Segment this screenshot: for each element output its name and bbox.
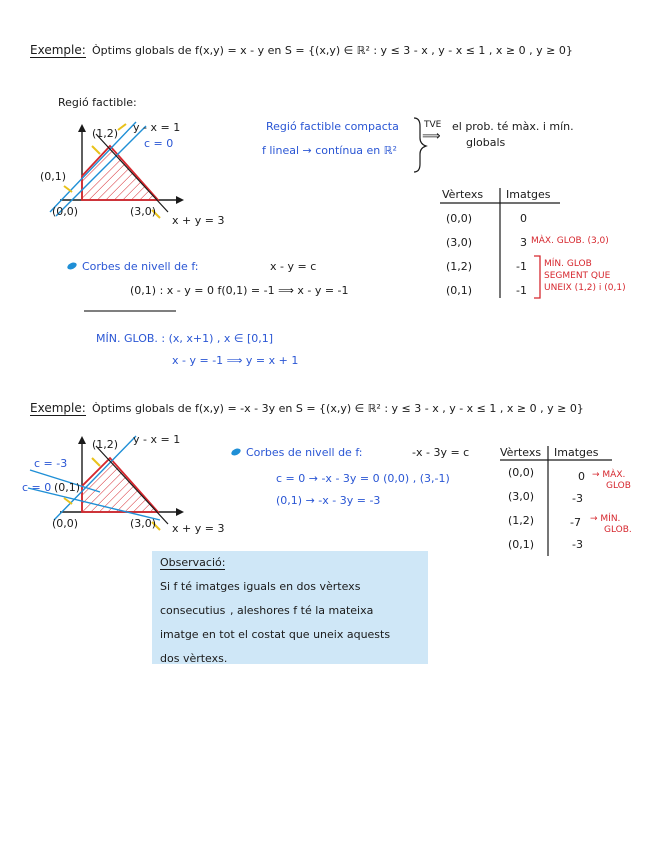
observation-line3: imatge en tot el costat que uneix aquests: [160, 628, 391, 641]
ex2-row-image: -3: [572, 538, 583, 551]
ex2-table-header-vertices: Vèrtexs: [500, 446, 542, 459]
observation-title: Observació:: [160, 556, 226, 569]
ex1-table-header-vertices: Vèrtexs: [442, 188, 484, 201]
ex2-level-curves-title: Corbes de nivell de f:: [246, 446, 363, 459]
example1-heading-label: Exemple:: [30, 43, 86, 57]
example1-heading-text: Òptims globals de f(x,y) = x - y en S = {(x,y) ∈ ℝ² : y ≤ 3 - x , y - x ≤ 1 , x ≥ 0 , y ≥ 0}: [92, 44, 573, 57]
ex2-label-c0: c = 0: [22, 481, 52, 494]
observation-line2-rest: , aleshores f té la mateixa: [230, 604, 374, 617]
ex1-tve: TVE: [424, 120, 442, 130]
ex1-conclusion-line2: globals: [466, 136, 506, 149]
ex2-label-left-vertex: (0,1): [54, 481, 81, 494]
ex1-min-note-line2: SEGMENT QUE: [544, 271, 611, 281]
ex2-max-note-line1: → MÀX.: [592, 470, 626, 480]
ex1-row-image: 3: [520, 236, 527, 249]
ex2-label-x-plus-y: x + y = 3: [172, 522, 225, 535]
ex2-table-header-images: Imatges: [554, 446, 599, 459]
ex1-row-image: -1: [516, 284, 527, 297]
ex1-label-x-plus-y: x + y = 3: [172, 214, 225, 227]
ex1-min-note-line3: UNEIX (1,2) i (0,1): [544, 283, 626, 293]
ex1-level-curves-eq: x - y = c: [270, 260, 317, 273]
ex2-row-vertex: (0,1): [508, 538, 535, 551]
observation-line4: dos vèrtexs.: [160, 652, 228, 665]
ex2-min-note-line1: → MÍN.: [590, 514, 621, 524]
ex1-point-line: (0,1) : x - y = 0 f(0,1) = -1 ⟹ x - y = -1: [130, 284, 349, 297]
ex2-label-c-minus3: c = -3: [34, 457, 68, 470]
example2-heading-label: Exemple:: [30, 401, 86, 415]
ex1-level-curves-title: Corbes de nivell de f:: [82, 260, 199, 273]
ex2-level-curves-eq: -x - 3y = c: [412, 446, 470, 459]
ex1-min-glob-line: MÍN. GLOB. : (x, x+1) , x ∈ [0,1]: [96, 332, 274, 345]
observation-line1: Si f té imatges iguals en dos vèrtexs: [160, 580, 361, 593]
ex1-row-vertex: (0,0): [446, 212, 473, 225]
ex1-row-vertex: (0,1): [446, 284, 473, 297]
ex1-label-top-vertex: (1,2): [92, 127, 119, 140]
ex1-implies: ⟹: [422, 129, 441, 144]
ex2-label-top-vertex: (1,2): [92, 438, 119, 451]
ex2-max-note-line2: GLOB: [606, 481, 631, 491]
ex2-row-vertex: (3,0): [508, 490, 535, 503]
ex2-row-vertex: (1,2): [508, 514, 535, 527]
ex1-table-header-images: Imatges: [506, 188, 551, 201]
ex1-max-note: MÀX. GLOB. (3,0): [531, 236, 609, 246]
ex1-min-glob-derivation: x - y = -1 ⟹ y = x + 1: [172, 354, 299, 367]
observation-line2-underlined: consecutius: [160, 604, 226, 617]
ex2-row-image: -3: [572, 492, 583, 505]
ex1-row-vertex: (1,2): [446, 260, 473, 273]
ex2-label-right-vertex: (3,0): [130, 517, 157, 530]
ex1-label-origin: (0,0): [52, 205, 79, 218]
ex1-row-image: -1: [516, 260, 527, 273]
ex1-label-left-vertex: (0,1): [40, 170, 67, 183]
ex2-line-c01: (0,1) → -x - 3y = -3: [276, 494, 381, 507]
ex1-conclusion-line1: el prob. té màx. i mín.: [452, 120, 574, 133]
ex2-label-y-minus-x: y - x = 1: [133, 433, 181, 446]
ex1-row-vertex: (3,0): [446, 236, 473, 249]
ex1-reasoning-line1: Regió factible compacta: [266, 120, 399, 133]
ex1-label-c0: c = 0: [144, 137, 174, 150]
ex2-label-origin: (0,0): [52, 517, 79, 530]
example1-region-title: Regió factible:: [58, 96, 137, 109]
ex1-label-y-minus-x: y - x = 1: [133, 121, 181, 134]
ex2-row-image: 0: [578, 470, 585, 483]
ex2-row-image: -7: [570, 516, 581, 529]
example2-heading-text: Òptims globals de f(x,y) = -x - 3y en S = {(x,y) ∈ ℝ² : y ≤ 3 - x , y - x ≤ 1 , x ≥ 0 , y ≥ 0}: [92, 402, 584, 415]
ex1-reasoning-line2: f lineal → contínua en ℝ²: [262, 144, 397, 157]
ex1-label-right-vertex: (3,0): [130, 205, 157, 218]
ex1-row-image: 0: [520, 212, 527, 225]
ex1-min-note-line1: MÍN. GLOB: [544, 259, 592, 269]
ex2-row-vertex: (0,0): [508, 466, 535, 479]
ex2-line-c0: c = 0 → -x - 3y = 0 (0,0) , (3,-1): [276, 472, 450, 485]
ex2-min-note-line2: GLOB.: [604, 525, 632, 535]
